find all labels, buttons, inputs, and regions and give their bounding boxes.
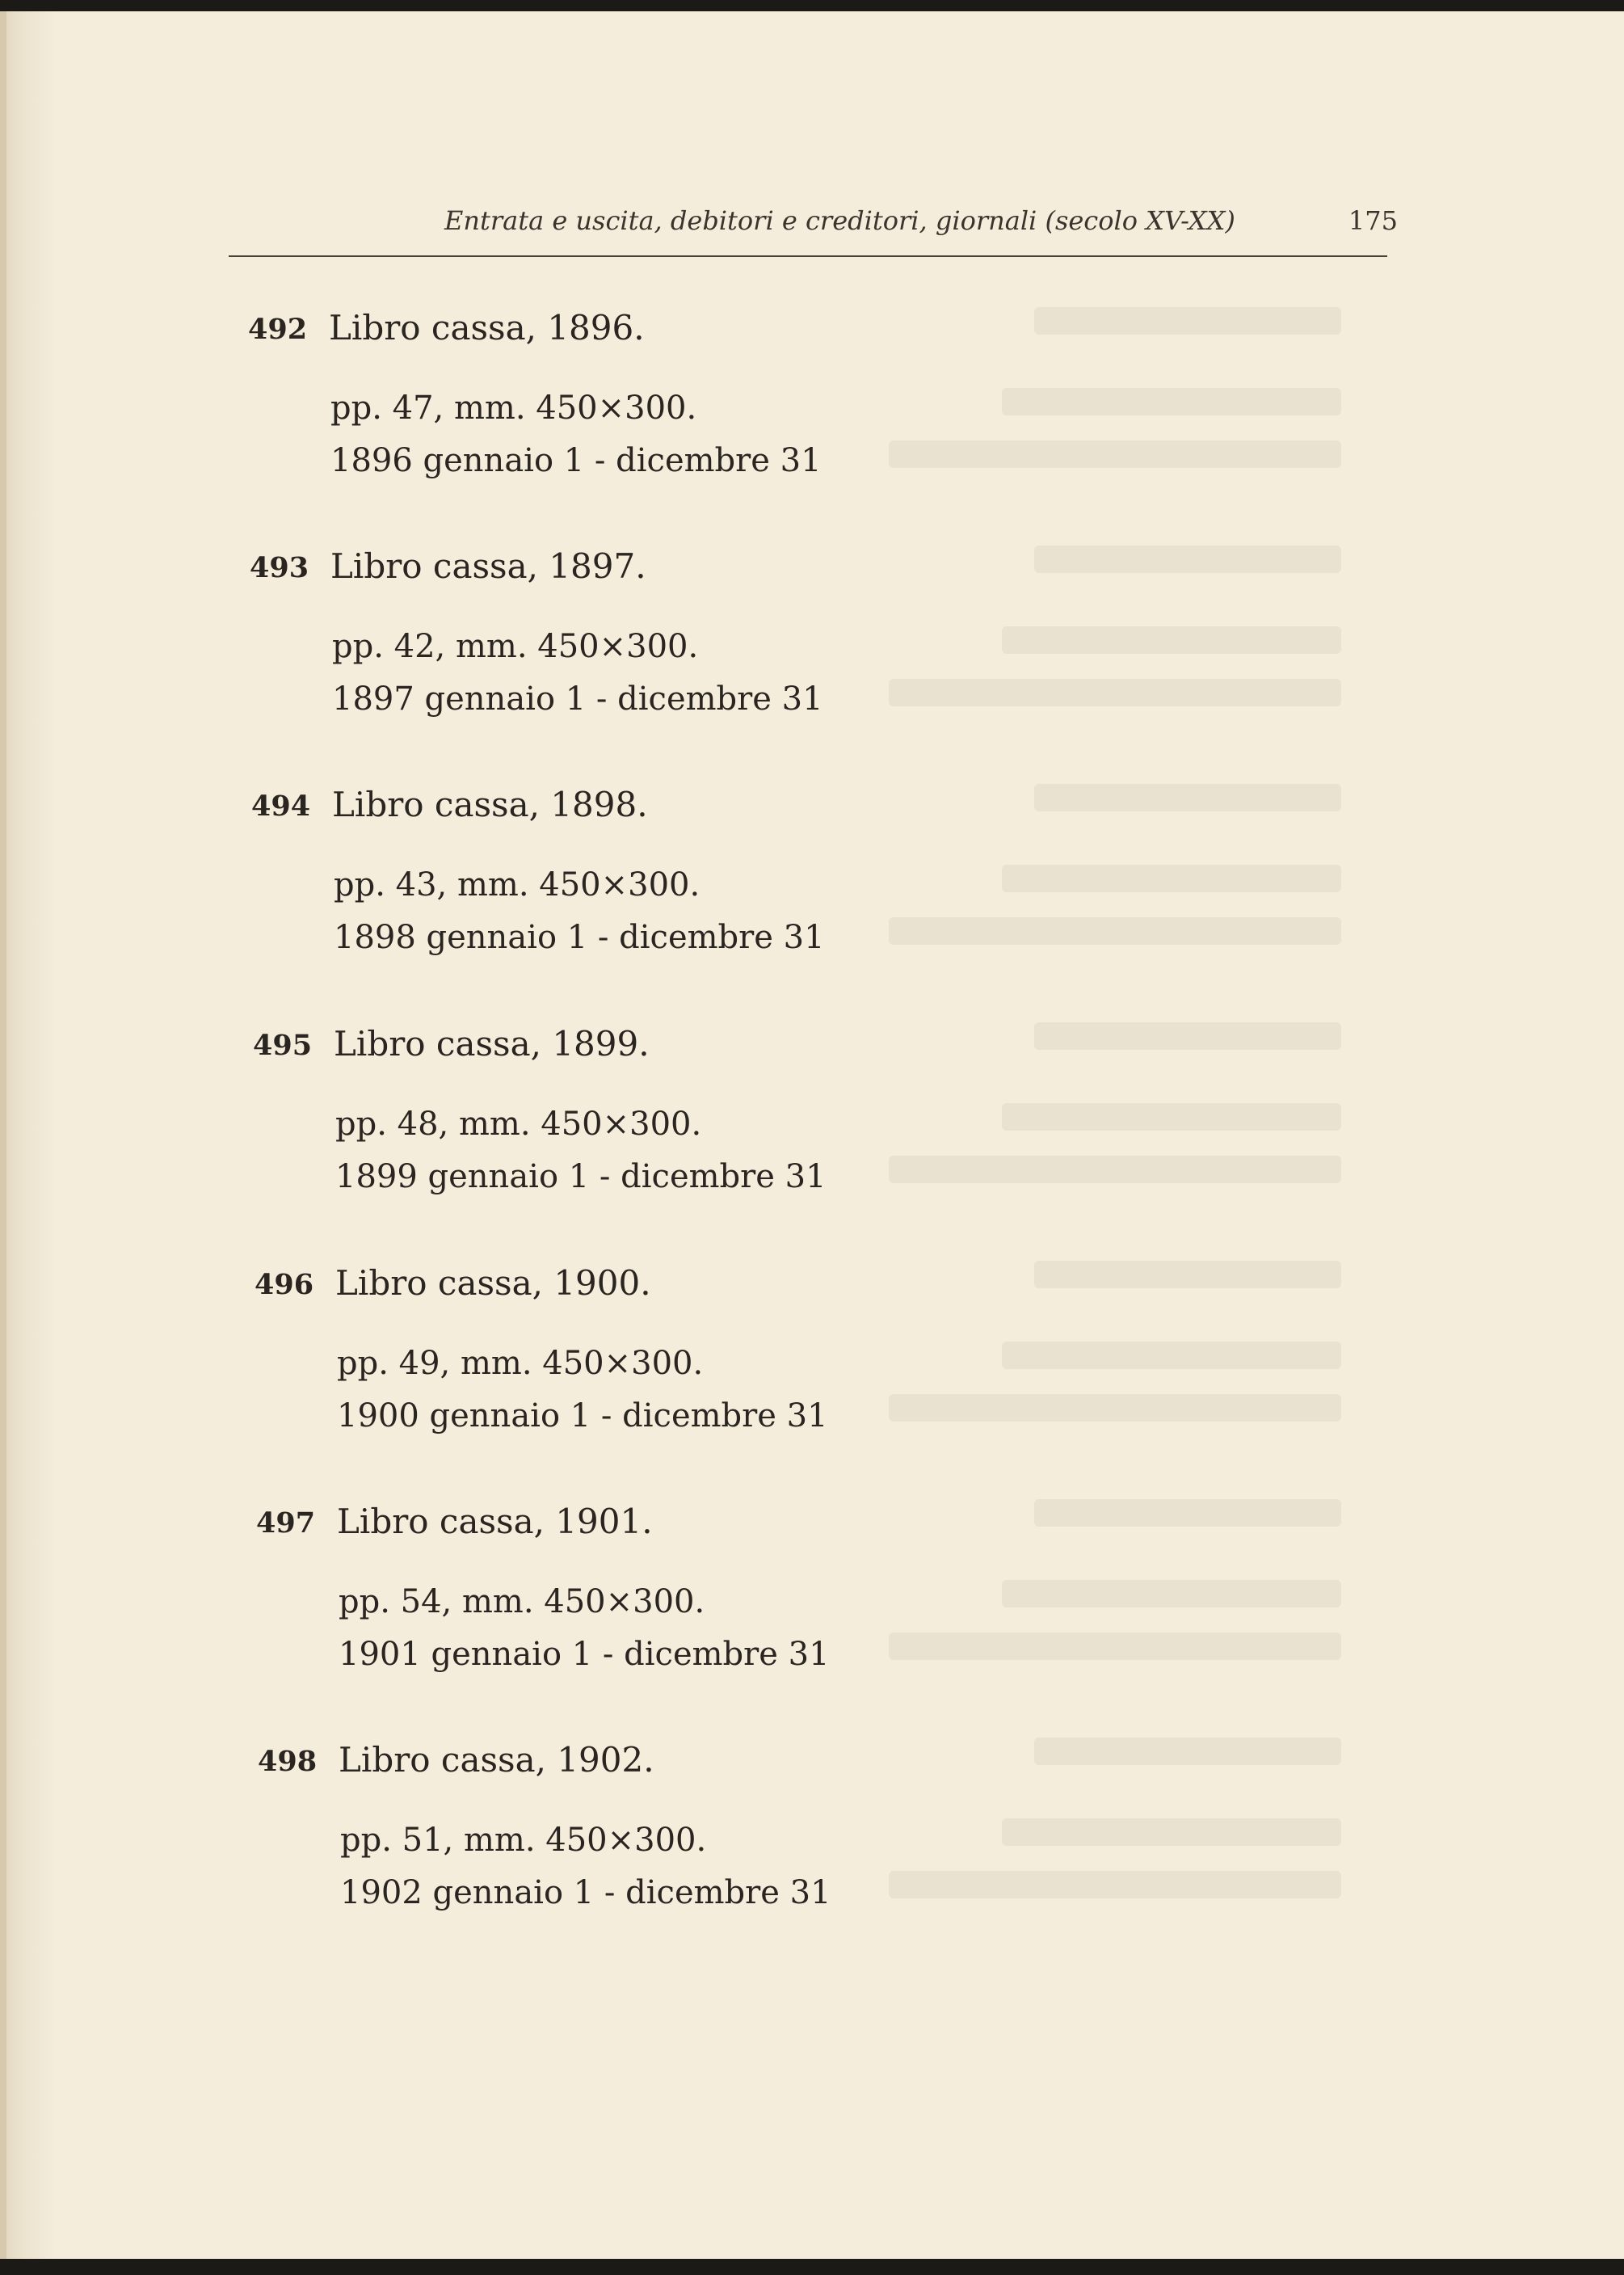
entry-size: pp. 43, mm. 450×300. (334, 866, 701, 904)
entry-title: Libro cassa, 1900. (335, 1263, 651, 1303)
entry-dates: 1897 gennaio 1 - dicembre 31 (332, 680, 823, 718)
entry-title: Libro cassa, 1897. (330, 546, 646, 586)
entry-dates: 1898 gennaio 1 - dicembre 31 (334, 919, 825, 956)
page-number: 175 (1348, 205, 1398, 236)
entry-number: 497 (256, 1506, 316, 1540)
show-through-text (808, 267, 1390, 1964)
entry-dates: 1899 gennaio 1 - dicembre 31 (335, 1158, 827, 1195)
entry-dates: 1900 gennaio 1 - dicembre 31 (337, 1397, 828, 1435)
entry-size: pp. 42, mm. 450×300. (332, 628, 699, 665)
entry-number: 495 (253, 1029, 313, 1062)
entry-title: Libro cassa, 1901. (337, 1502, 653, 1541)
entry-number: 493 (250, 551, 309, 584)
entry-title: Libro cassa, 1898. (332, 785, 648, 824)
entry-size: pp. 54, mm. 450×300. (339, 1583, 705, 1620)
entry-size: pp. 47, mm. 450×300. (330, 390, 697, 427)
scan-border-bottom (0, 2259, 1624, 2275)
entry-title: Libro cassa, 1902. (339, 1740, 654, 1780)
scan-border-top (0, 0, 1624, 11)
entry-title: Libro cassa, 1896. (329, 308, 645, 348)
entry-number: 492 (248, 313, 308, 346)
entry-number: 496 (255, 1268, 314, 1301)
page-edge (0, 11, 6, 2275)
entry-dates: 1902 gennaio 1 - dicembre 31 (340, 1874, 831, 1911)
entry-number: 498 (258, 1745, 318, 1778)
entry-size: pp. 48, mm. 450×300. (335, 1106, 702, 1143)
entry-dates: 1896 gennaio 1 - dicembre 31 (330, 442, 822, 479)
header-rule (229, 255, 1387, 257)
entry-size: pp. 51, mm. 450×300. (340, 1822, 707, 1859)
binding-gutter-shadow (0, 11, 57, 2275)
entry-size: pp. 49, mm. 450×300. (337, 1345, 704, 1382)
running-head: Entrata e uscita, debitori e creditori, giornali (secolo XV-XX) (444, 205, 1235, 236)
entry-title: Libro cassa, 1899. (334, 1024, 650, 1064)
entry-dates: 1901 gennaio 1 - dicembre 31 (339, 1636, 830, 1673)
entry-number: 494 (251, 790, 311, 823)
